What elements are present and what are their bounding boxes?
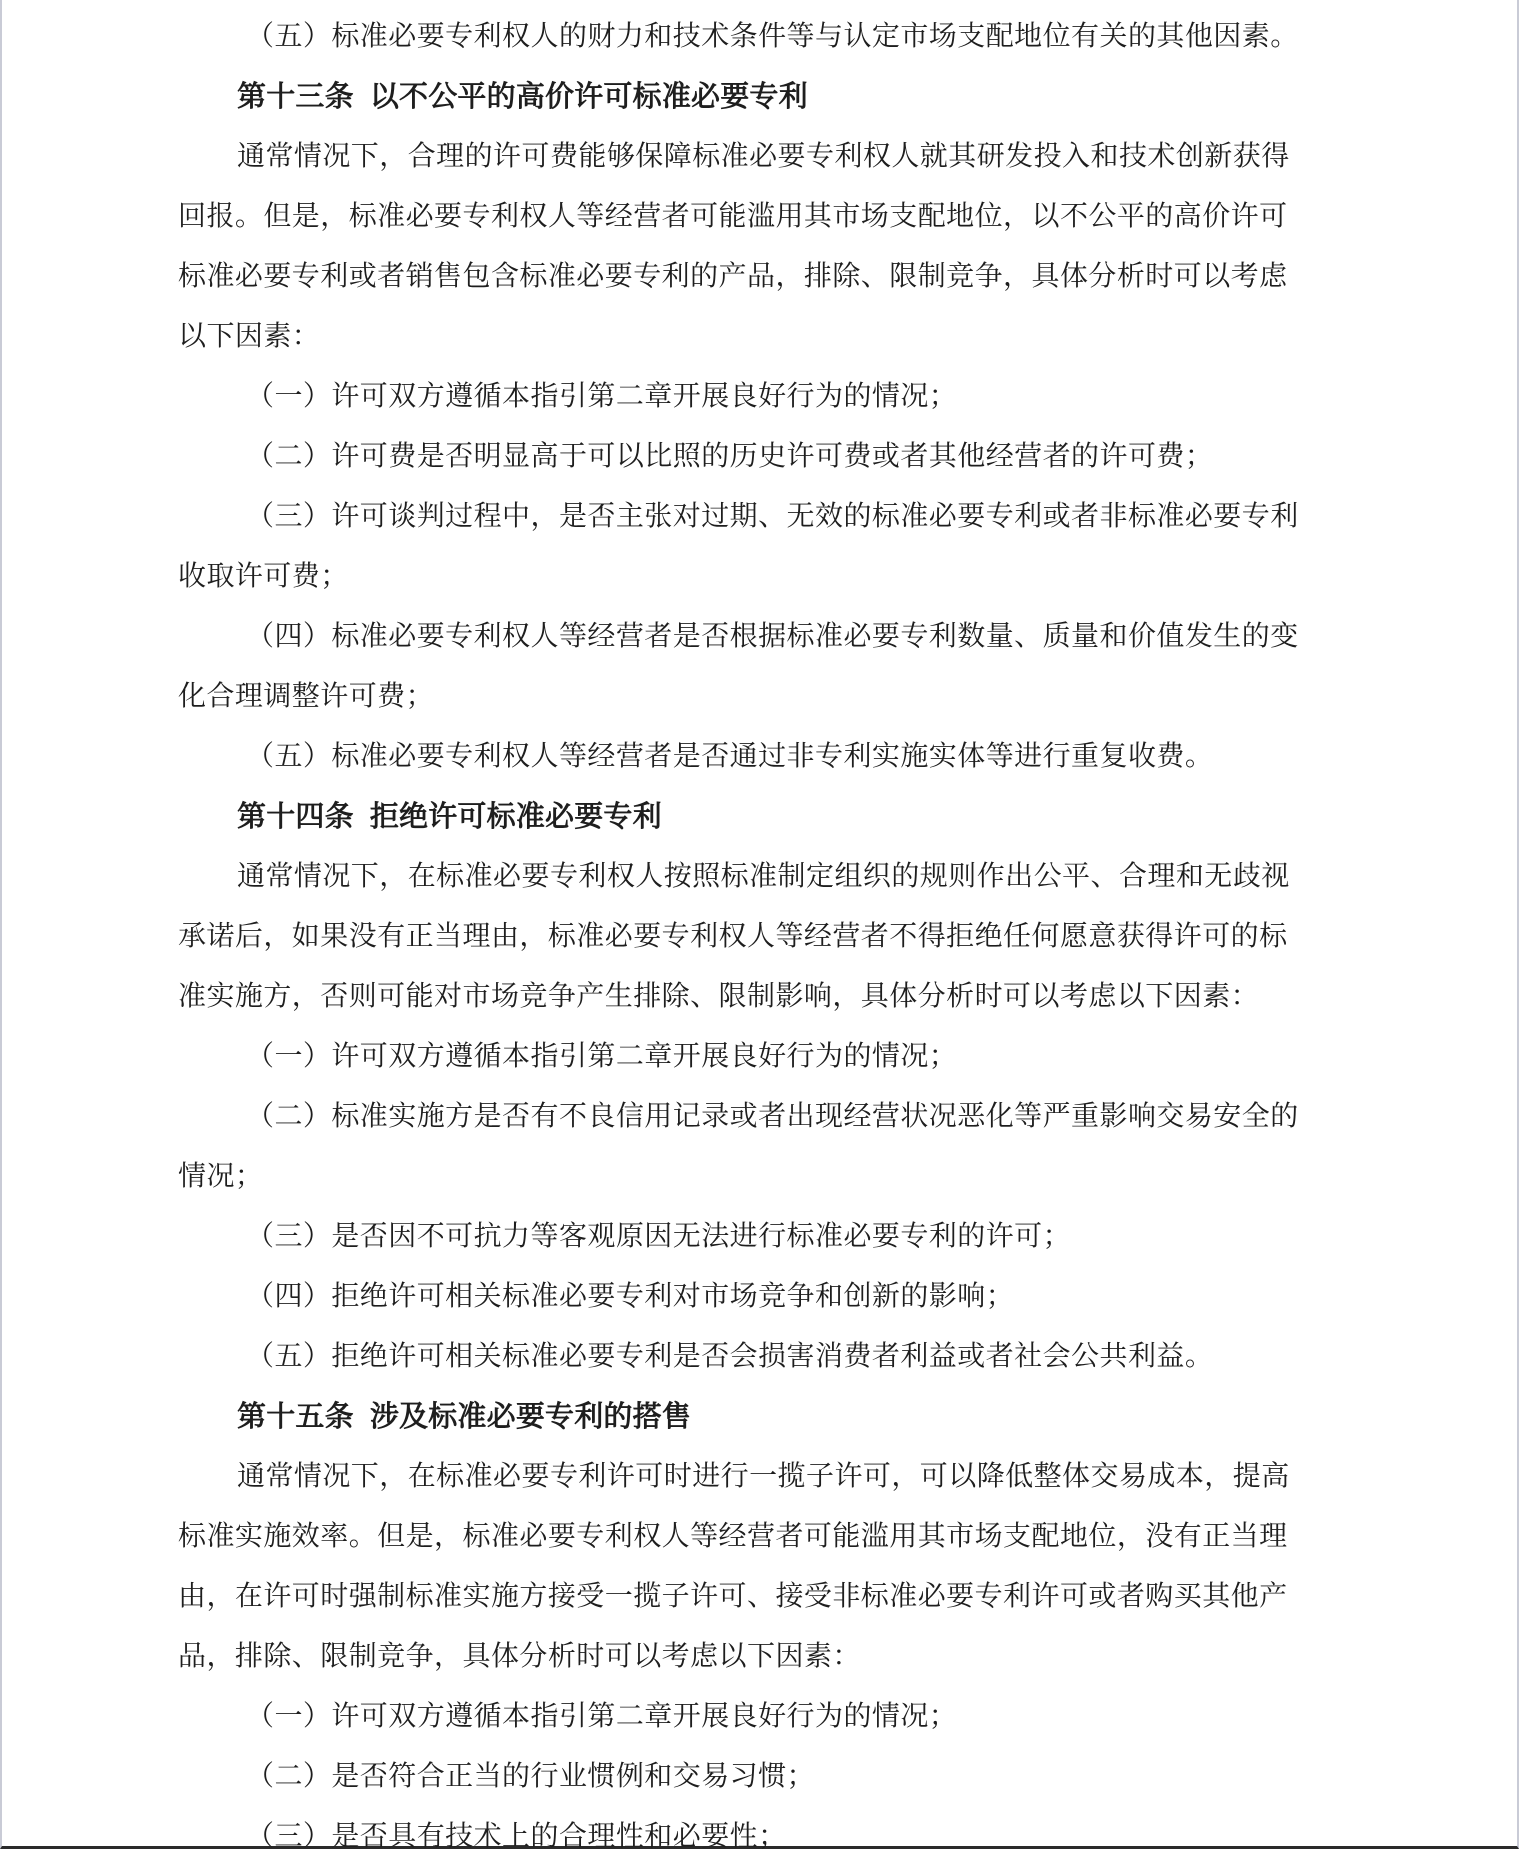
paragraph-line: 准实施方，否则可能对市场竞争产生排除、限制影响，具体分析时可以考虑以下因素： (178, 979, 1260, 1012)
article-title: 涉及标准必要专利的搭售 (369, 1399, 692, 1433)
list-item-continuation: 收取许可费； (178, 559, 349, 592)
list-item: （四）拒绝许可相关标准必要专利对市场竞争和创新的影响； (246, 1279, 1015, 1312)
paragraph-line: 承诺后，如果没有正当理由，标准必要专利权人等经营者不得拒绝任何愿意获得许可的标 (178, 919, 1288, 952)
article-heading (178, 786, 1346, 846)
article-title: 以不公平的高价许可标准必要专利 (369, 79, 808, 113)
paragraph-line: 通常情况下，在标准必要专利许可时进行一揽子许可，可以降低整体交易成本，提高 (237, 1459, 1290, 1492)
list-item: （五）标准必要专利权人等经营者是否通过非专利实施实体等进行重复收费。 (246, 739, 1214, 772)
list-item: （三）是否具有技术上的合理性和必要性； (246, 1819, 787, 1852)
paragraph-line: 标准必要专利或者销售包含标准必要专利的产品，排除、限制竞争，具体分析时可以考虑 (178, 259, 1288, 292)
paragraph-line: 回报。但是，标准必要专利权人等经营者可能滥用其市场支配地位，以不公平的高价许可 (178, 199, 1288, 232)
paragraph-line: 标准实施效率。但是，标准必要专利权人等经营者可能滥用其市场支配地位，没有正当理 (178, 1519, 1288, 1552)
list-item: （三）许可谈判过程中，是否主张对过期、无效的标准必要专利或者非标准必要专利 (246, 499, 1299, 532)
list-item: （二）许可费是否明显高于可以比照的历史许可费或者其他经营者的许可费； (246, 439, 1214, 472)
list-item: （二）是否符合正当的行业惯例和交易习惯； (246, 1759, 816, 1792)
paragraph-line: 品，排除、限制竞争，具体分析时可以考虑以下因素： (178, 1639, 861, 1672)
document-body (178, 6, 1346, 1866)
paragraph-line: 由，在许可时强制标准实施方接受一揽子许可、接受非标准必要专利许可或者购买其他产 (178, 1579, 1288, 1612)
list-item: （三）是否因不可抗力等客观原因无法进行标准必要专利的许可； (246, 1219, 1072, 1252)
paragraph-line: 通常情况下，在标准必要专利权人按照标准制定组织的规则作出公平、合理和无歧视 (237, 859, 1290, 892)
list-item: （一）许可双方遵循本指引第二章开展良好行为的情况； (246, 1699, 958, 1732)
list-item: （四）标准必要专利权人等经营者是否根据标准必要专利数量、质量和价值发生的变 (246, 619, 1299, 652)
article-heading (178, 66, 1346, 126)
list-item: （一）许可双方遵循本指引第二章开展良好行为的情况； (246, 379, 958, 412)
list-item-continuation: 情况； (178, 1159, 264, 1192)
paragraph-line: 通常情况下，合理的许可费能够保障标准必要专利权人就其研发投入和技术创新获得 (237, 139, 1290, 172)
list-item: （二）标准实施方是否有不良信用记录或者出现经营状况恶化等严重影响交易安全的 (246, 1099, 1299, 1132)
article-number: 第十五条 (237, 1399, 354, 1433)
list-item: （五）标准必要专利权人的财力和技术条件等与认定市场支配地位有关的其他因素。 (246, 19, 1299, 52)
list-item: （一）许可双方遵循本指引第二章开展良好行为的情况； (246, 1039, 958, 1072)
article-number: 第十三条 (237, 79, 354, 113)
list-item-continuation: 化合理调整许可费； (178, 679, 435, 712)
article-heading (178, 1386, 1346, 1446)
paragraph-line: 以下因素： (178, 319, 321, 352)
article-number: 第十四条 (237, 799, 354, 833)
list-item: （五）拒绝许可相关标准必要专利是否会损害消费者利益或者社会公共利益。 (246, 1339, 1214, 1372)
article-title: 拒绝许可标准必要专利 (369, 799, 662, 833)
